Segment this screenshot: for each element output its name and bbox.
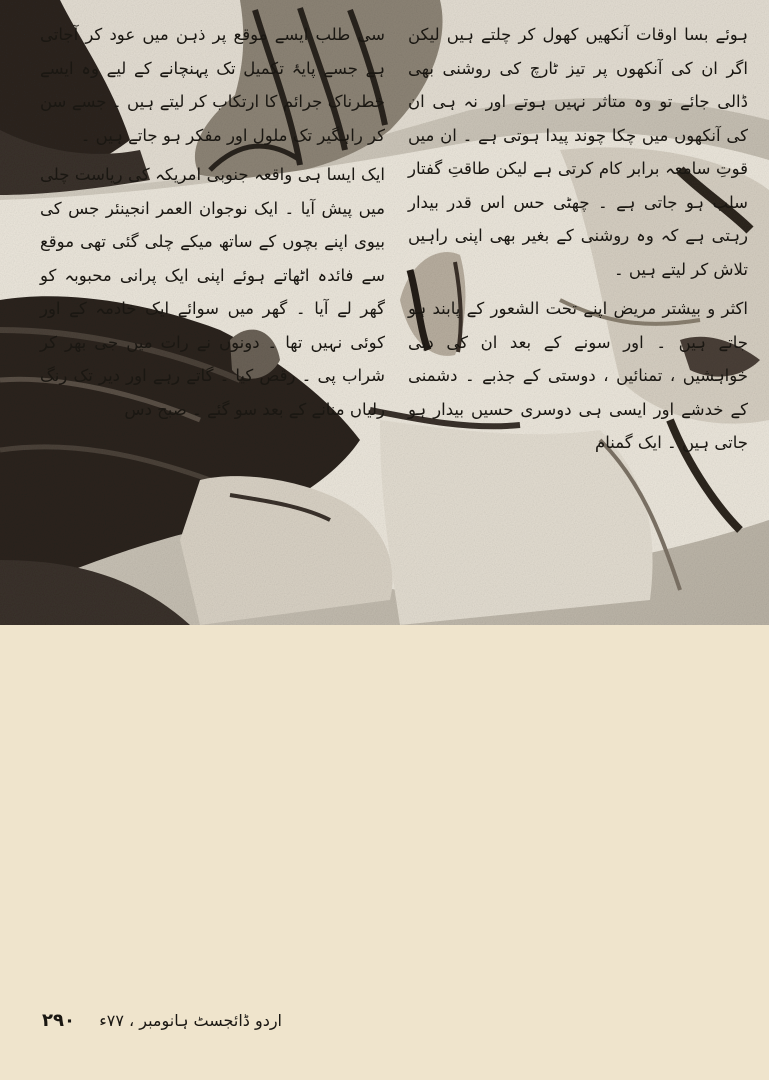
article-column-right bbox=[408, 18, 748, 460]
magazine-name: اردو ڈائجسٹ ہانومبر ، ۷۷ء bbox=[99, 1011, 282, 1030]
page-number: ۲۹۰ bbox=[42, 1010, 75, 1031]
paragraph: ہوئے بسا اوقات آنکھیں کھول کر چلتے ہیں لیکن اگر ان کی آنکھوں پر تیز ٹارچ کی روشنی بھی ڈالی جائے تو وہ متاثر نہیں ہوتے اور نہ ہی ان کی آنکھوں میں چکا چوند پیدا ہوتی ہے ۔ ان میں قوتِ سامعہ برابر کام کرتی ہے لیکن طاقتِ گفتار سلب ہو جاتی ہے ۔ چھٹی حس اس قدر بیدار رہتی ہے کہ وہ روشنی کے بغیر بھی اپنی راہیں تلاش کر لیتے ہیں ۔ bbox=[408, 25, 748, 279]
paragraph: اکثر و بیشتر مریض اپنے تحت الشعور کے پابند ہو جاتے ہیں ۔ اور سونے کے بعد ان کی دبی خواہشیں ، تمنائیں ، دوستی کے جذبے ۔ دشمنی کے خدشے اور ایسی ہی دوسری حسیں بیدار ہو جاتی ہیں ۔ ایک گمنام bbox=[408, 299, 748, 452]
page-footer bbox=[42, 1010, 282, 1031]
article-column-left bbox=[40, 18, 385, 426]
paragraph: ایک ایسا ہی واقعہ جنوبی امریکہ کی ریاست چلی میں پیش آیا ۔ ایک نوجوان العمر انجینئر جس کی بیوی اپنے بچوں کے ساتھ میکے چلی گئی تھی موقع سے فائدہ اٹھاتے ہوئے اپنی ایک پرانی محبوبہ کو گھر لے آیا ۔ گھر میں سوائے ایک خادمہ کے اور کوئی نہیں تھا ۔ دونوں نے رات میں جی بھر کر شراب پی ۔ رقص کیا ۔ گاتے رہے اور دیر تک رنگ رلیاں منانے کے بعد سو گئے ۔ صبح دس bbox=[40, 165, 385, 419]
paragraph: سی طلب ایسے موقع پر ذہن میں عود کر آجاتی ہے جسے پایۂ تکمیل تک پہنچانے کے لیے وہ ایسے خطرناک جرائم کا ارتکاب کر لیتے ہیں ۔ جسے سن کر راہگیر تک ملول اور مفکر ہو جاتے ہیں ۔ bbox=[40, 25, 385, 145]
